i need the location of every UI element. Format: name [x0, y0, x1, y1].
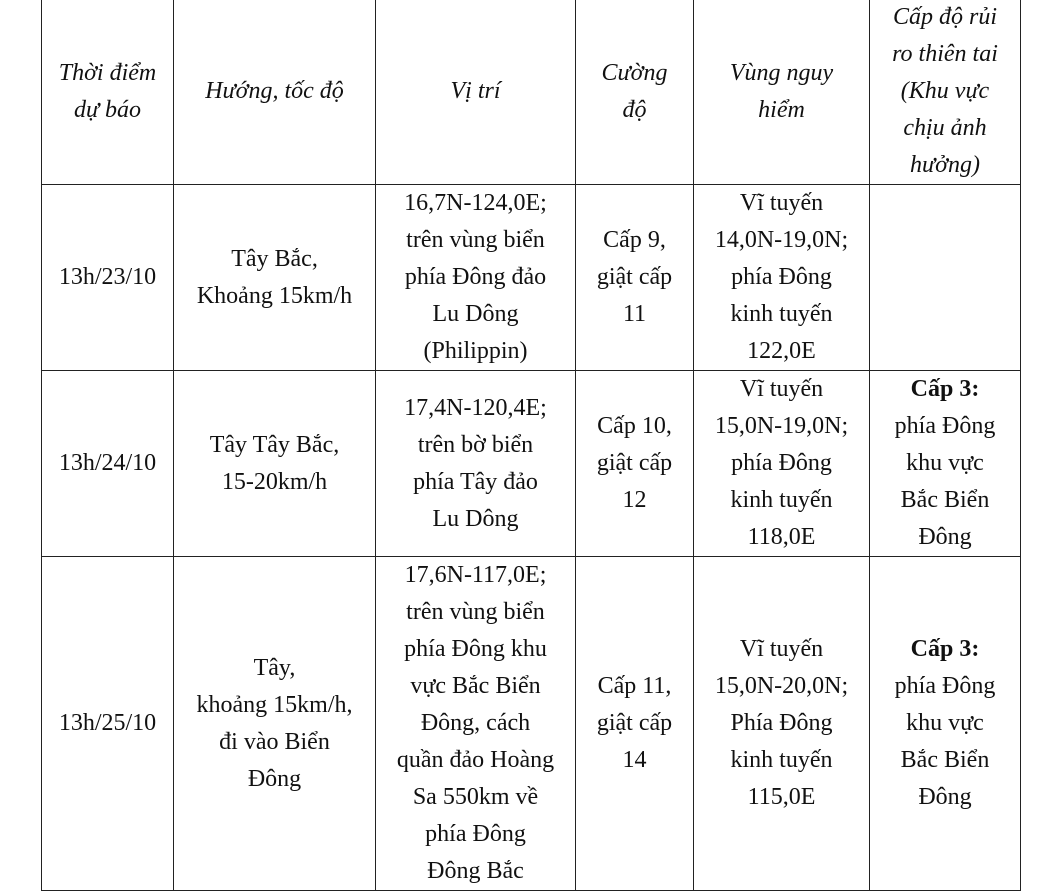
risk-level-label: Cấp 3: — [910, 636, 980, 662]
cell-time: 13h/23/10 — [42, 185, 174, 371]
cell-position: 17,6N-117,0E; trên vùng biển phía Đông khu vực Bắc Biển Đông, cách quần đảo Hoàng Sa 550km về phía Đông Đông Bắc — [376, 557, 576, 891]
header-intensity: Cường độ — [576, 0, 694, 185]
risk-area-text: phía Đông khu vực Bắc Biển Đông — [894, 673, 996, 810]
risk-area-text: phía Đông khu vực Bắc Biển Đông — [894, 413, 996, 550]
cell-danger-zone: Vĩ tuyến 15,0N-20,0N; Phía Đông kinh tuyến 115,0E — [694, 557, 870, 891]
cell-intensity: Cấp 11, giật cấp 14 — [576, 557, 694, 891]
table-row — [42, 557, 1021, 891]
cell-position: 17,4N-120,4E; trên bờ biển phía Tây đảo Lu Dông — [376, 371, 576, 557]
header-risk-level: Cấp độ rủi ro thiên tai (Khu vực chịu ảnh hưởng) — [870, 0, 1021, 185]
table-header-row — [42, 0, 1021, 185]
forecast-table — [41, 0, 1021, 891]
cell-intensity: Cấp 10, giật cấp 12 — [576, 371, 694, 557]
cell-intensity: Cấp 9, giật cấp 11 — [576, 185, 694, 371]
cell-time: 13h/25/10 — [42, 557, 174, 891]
cell-risk — [870, 557, 1021, 891]
header-direction-speed: Hướng, tốc độ — [174, 0, 376, 185]
cell-direction: Tây, khoảng 15km/h, đi vào Biển Đông — [174, 557, 376, 891]
cell-risk — [870, 185, 1021, 371]
cell-danger-zone: Vĩ tuyến 15,0N-19,0N; phía Đông kinh tuyến 118,0E — [694, 371, 870, 557]
risk-level-label: Cấp 3: — [910, 376, 980, 402]
header-position: Vị trí — [376, 0, 576, 185]
cell-position: 16,7N-124,0E; trên vùng biển phía Đông đảo Lu Dông (Philippin) — [376, 185, 576, 371]
table-row — [42, 371, 1021, 557]
header-forecast-time: Thời điểm dự báo — [42, 0, 174, 185]
cell-direction: Tây Bắc, Khoảng 15km/h — [174, 185, 376, 371]
cell-danger-zone: Vĩ tuyến 14,0N-19,0N; phía Đông kinh tuyến 122,0E — [694, 185, 870, 371]
cell-direction: Tây Tây Bắc, 15-20km/h — [174, 371, 376, 557]
cell-time: 13h/24/10 — [42, 371, 174, 557]
table-row — [42, 185, 1021, 371]
cell-risk — [870, 371, 1021, 557]
header-danger-zone: Vùng nguy hiểm — [694, 0, 870, 185]
